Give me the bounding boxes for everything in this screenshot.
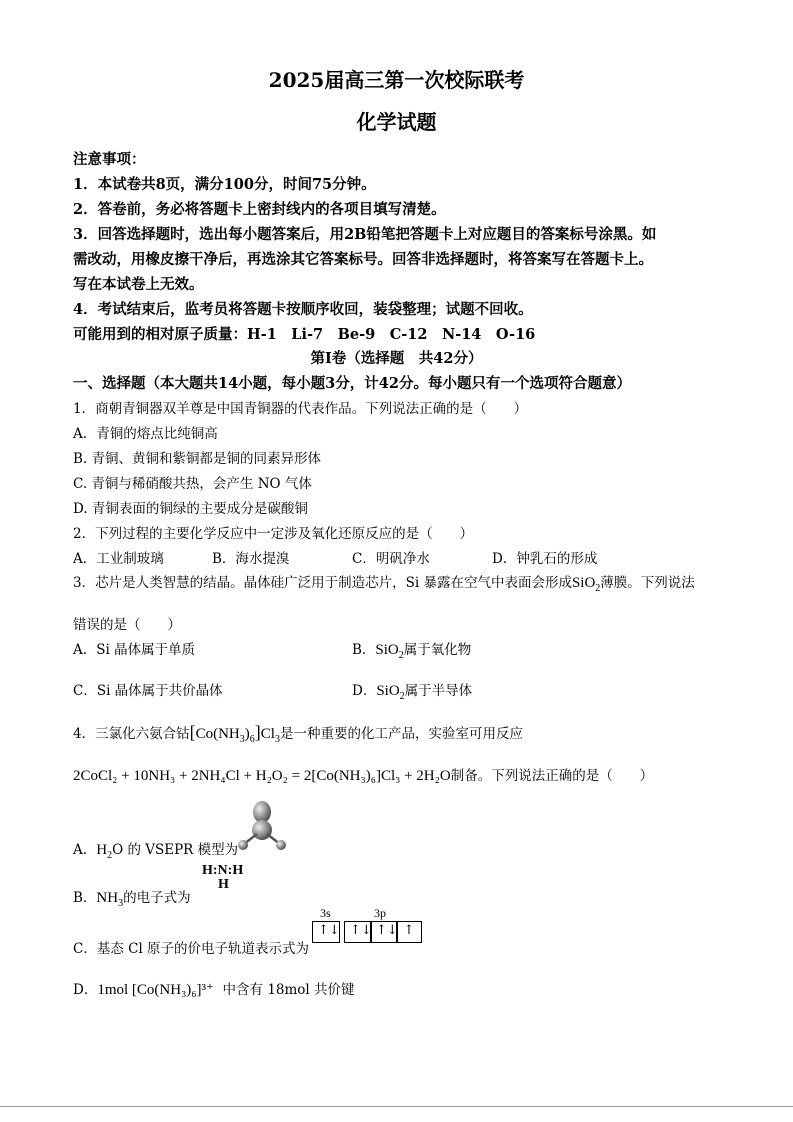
q4-option-a-text: O 的 VSEPR 模型为 (112, 842, 239, 858)
q4-option-a (73, 838, 238, 861)
q3-stem-c: 错误的是（ ） (73, 617, 181, 633)
q4-complex-base: Co(NH (195, 726, 240, 742)
q4-option-c: C．基态 Cl 原子的价电子轨道表示式为 (73, 941, 310, 957)
q4-option-a-sub: 2 (107, 850, 113, 861)
notes-heading: 注意事项： (73, 151, 146, 168)
q4-stem-b: 是一种重要的化工产品，实验室可用反应 (279, 726, 523, 742)
q4-complex-sub3: 3 (239, 734, 245, 745)
note-item-3: 3．回答选择题时，选出每小题答案后，用2B铅笔把答题卡上对应题目的答案标号涂黑。如 (73, 226, 657, 243)
note-item-3-end: 写在本试卷上无效。 (73, 276, 204, 293)
q3-sio2-base: SiO (571, 575, 596, 591)
orbital-diagram (312, 906, 422, 946)
q3-sio2 (571, 575, 601, 594)
electron-formula-top: H:N:H (202, 863, 244, 878)
orbital-3p-box-2 (370, 921, 398, 943)
note-item-1: 1．本试卷共8页，满分100分，时间75分钟。 (73, 176, 376, 193)
q4-stem-a: 4．三氯化六氨合钴 (73, 726, 190, 742)
q3-option-d-sub: 2 (399, 691, 405, 702)
q4-option-b-formula (96, 890, 124, 909)
q4-option-d-label: D． (73, 982, 98, 998)
q2-stem: 2．下列过程的主要化学反应中一定涉及氧化还原反应的是（ ） (73, 526, 474, 542)
q4-option-b-nh: NH (96, 890, 119, 906)
q3-option-b-sio: SiO (375, 642, 399, 658)
section-heading: 一、选择题（本大题共14小题，每小题3分，计42分。每小题只有一个选项符合题意） (73, 375, 631, 392)
q4-equation: 2CoCl₂ + 10NH₃ + 2NH₄Cl + H₂O₂ = 2[Co(NH₃)₆]Cl₃ + 2H₂O (73, 768, 451, 784)
q3-stem (73, 571, 695, 594)
orbital-label-3p: 3p (374, 906, 386, 920)
q4-option-a-h: H (96, 842, 108, 858)
page-bottom-divider (0, 1106, 793, 1107)
orbital-3s-arrows: ↑↓ (318, 923, 340, 938)
q3-option-d-formula (376, 683, 405, 702)
q4-bracket-left: [ (189, 722, 196, 742)
exam-title: 2025届高三第一次校际联考 (268, 68, 525, 92)
orbital-3p-arrows-2: ↑↓ (376, 923, 398, 938)
subject-title: 化学试题 (356, 110, 437, 134)
q2-option-b: B．海水提溴 (212, 551, 290, 567)
q4-cl3 (260, 726, 280, 745)
q4-option-a-label: A． (73, 842, 97, 858)
q3-stem-a: 3．芯片是人类智慧的结晶。晶体硅广泛用于制造芯片，Si 暴露在空气中表面会形成 (73, 575, 572, 591)
q3-option-c: C．Si 晶体属于共价晶体 (73, 683, 223, 699)
q4-stem (73, 722, 523, 745)
q4-option-d-formula: 1mol [Co(NH₃)₆]³⁺ (97, 982, 214, 998)
q4-cl: Cl (260, 726, 275, 742)
q4-option-b-sub: 3 (118, 898, 124, 909)
q3-option-d (352, 679, 472, 702)
q3-stem-b: 薄膜。下列说法 (600, 575, 695, 591)
orbital-3p-arrows-1: ↑↓ (350, 923, 372, 938)
note-item-4: 4．考试结束后，监考员将答题卡按顺序收回，装袋整理；试题不回收。 (73, 301, 533, 318)
vsepr-model-icon (232, 800, 292, 856)
atomic-masses: 可能用到的相对原子质量：H-1 Li-7 Be-9 C-12 N-14 O-16 (73, 326, 536, 343)
q3-option-b-text: 属于氧化物 (403, 642, 472, 658)
orbital-3p-box-1 (344, 921, 372, 943)
q2-option-c: C．明矾净水 (352, 551, 430, 567)
q3-option-d-sio: SiO (376, 683, 400, 699)
q1-stem: 1．商朝青铜器双羊尊是中国青铜器的代表作品。下列说法正确的是（ ） (73, 401, 528, 417)
orbital-3p-arrows-3: ↑ (403, 923, 415, 938)
q3-option-b (352, 638, 471, 661)
orbital-boxes (312, 921, 422, 943)
orbital-3s-box (312, 921, 340, 943)
q2-option-d: D．钟乳石的形成 (492, 551, 598, 567)
electron-formula-bottom: H (218, 877, 229, 892)
q3-option-d-label: D． (352, 683, 377, 699)
q3-option-a: A．Si 晶体属于单质 (73, 642, 196, 658)
q4-option-d-text: 中含有 18mol 共价键 (222, 982, 355, 998)
q3-option-d-text: 属于半导体 (404, 683, 473, 699)
q1-option-d: D. 青铜表面的铜绿的主要成分是碳酸铜 (73, 501, 308, 517)
q4-cl-sub: 3 (274, 734, 280, 745)
q4-option-b-text: 的电子式为 (123, 890, 191, 906)
q4-option-b-label: B． (73, 890, 97, 906)
q4-stem-c: 制备。下列说法正确的是（ ） (450, 768, 654, 784)
note-item-3-cont: 需改动，用橡皮擦干净后，再选涂其它答案标号。回答非选择题时，将答案写在答题卡上。 (73, 251, 653, 268)
q4-complex: $Co(NH_3)_6$ (195, 726, 255, 745)
q4-complex-sub6: 6 (249, 734, 255, 745)
q4-option-b (73, 886, 191, 909)
q4-option-d (73, 978, 355, 999)
q1-option-b: B. 青铜、黄铜和紫铜都是铜的同素异形体 (73, 451, 322, 467)
q4-option-a-formula (96, 842, 113, 861)
q3-sio2-sub: 2 (595, 583, 601, 594)
section-title: 第Ⅰ卷（选择题 共42分） (310, 350, 483, 367)
q2-option-a: A．工业制玻璃 (73, 551, 164, 567)
electron-formula (202, 864, 243, 892)
q1-option-c: C. 青铜与稀硝酸共热，会产生 NO 气体 (73, 476, 312, 492)
note-item-2: 2．答卷前，务必将答题卡上密封线内的各项目填写清楚。 (73, 201, 446, 218)
q4-equation-line (73, 764, 653, 785)
q4-bracket-right: ] (254, 722, 261, 742)
q3-option-b-sub: 2 (398, 650, 404, 661)
q3-option-b-formula (375, 642, 404, 661)
q3-option-b-label: B． (352, 642, 376, 658)
orbital-3p-box-3 (396, 921, 422, 943)
q1-option-a: A．青铜的熔点比纯铜高 (73, 426, 218, 442)
orbital-label-3s: 3s (320, 906, 331, 920)
